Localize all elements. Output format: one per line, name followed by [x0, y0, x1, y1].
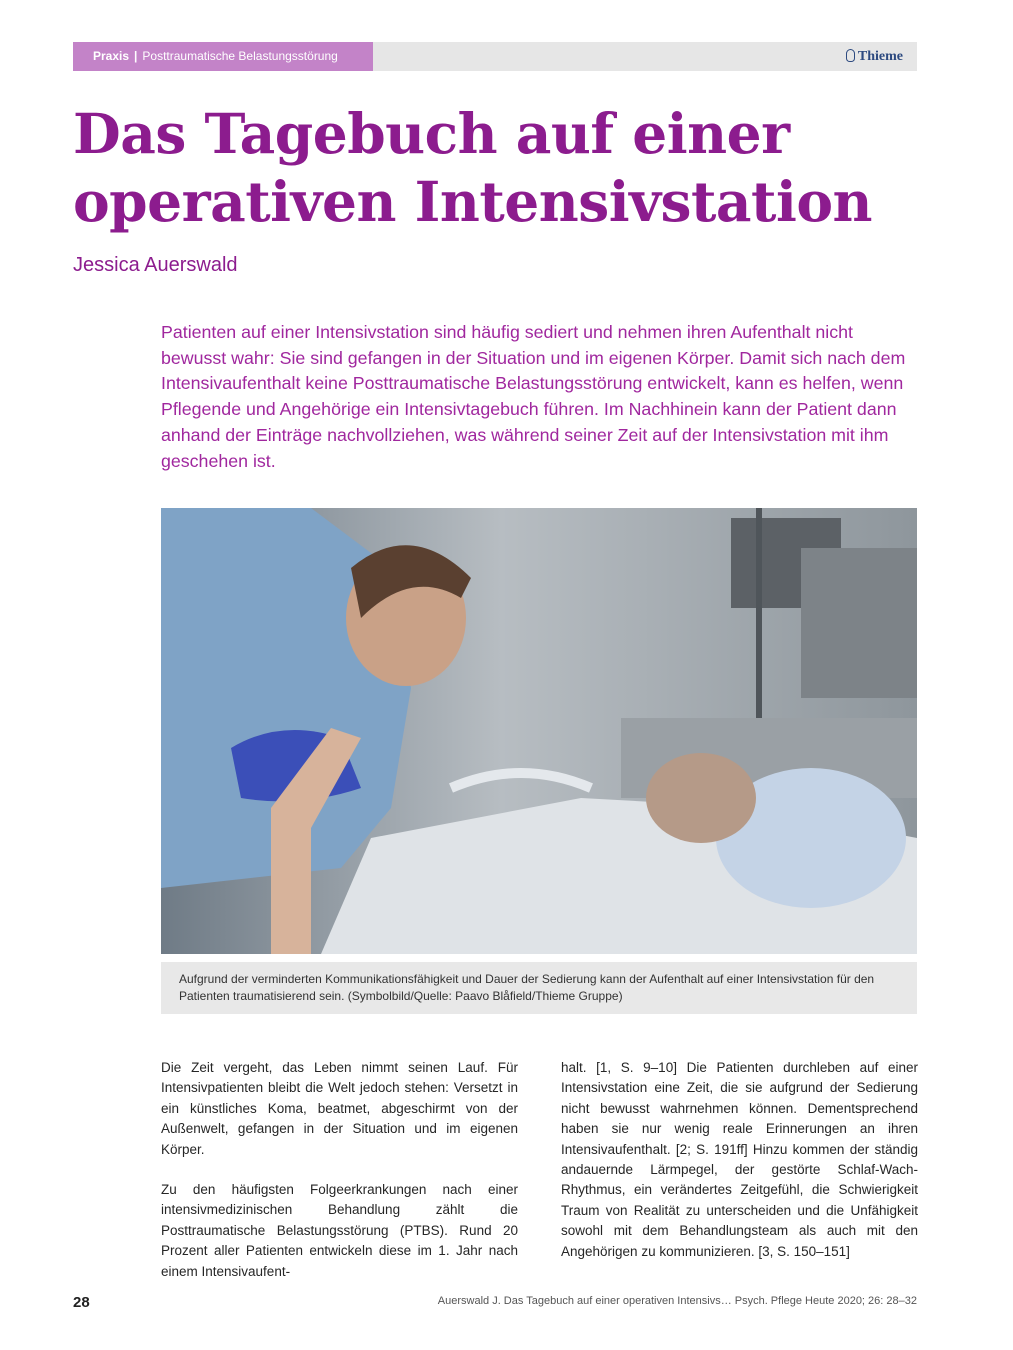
topic-label: Posttraumatische Belastungsstörung [142, 49, 338, 63]
page-number: 28 [73, 1294, 90, 1311]
article-photo [161, 508, 917, 954]
patient-head [646, 753, 756, 843]
footer-citation: Auerswald J. Das Tagebuch auf einer operativen Intensivs… Psych. Pflege Heute 2020; 26: 28–32 [437, 1295, 917, 1307]
photo-caption: Aufgrund der verminderten Kommunikationsfähigkeit und Dauer der Sedierung kann der Aufenthalt auf einer Intensivstation für den Patienten traumatisierend sein. (Symbolbild/Quelle: Paavo Blåfield/Thieme Gruppe) [161, 962, 917, 1014]
body-column-right [561, 1058, 918, 1262]
section-tag [73, 42, 373, 71]
publisher-logo [846, 42, 903, 71]
section-separator: | [134, 49, 138, 63]
article-title: Das Tagebuch auf einer operativen Intensivstation [73, 101, 873, 234]
thieme-logo-icon [846, 49, 855, 62]
section-label: Praxis [93, 49, 130, 63]
running-header [73, 42, 917, 71]
publisher-name: Thieme [857, 49, 903, 64]
body-paragraph: Die Zeit vergeht, das Leben nimmt seinen Lauf. Für Intensivpatienten bleibt die Welt jedoch stehen: Versetzt in ein künstliches Koma, beatmet, abgeschirmt von der Außenwelt, gefangen in der Situation und im eigenen Körper. [161, 1060, 518, 1157]
body-paragraph: Zu den häufigsten Folgeerkrankungen nach einer intensivmedizinischen Behandlung zählt die Posttraumatische Belastungsstörung (PTBS). Rund 20 Prozent aller Patienten entwickeln diese im 1. Jahr nach einem Intensivaufent- [161, 1182, 518, 1279]
body-paragraph: halt. [1, S. 9–10] Die Patienten durchleben auf einer Intensivstation eine Zeit, die sie aufgrund der Sedierung nicht bewusst wahrnehmen können. Dementsprechend haben sie nur wenig reale Erinnerungen an ihren Intensivaufenthalt. [2; S. 191ff] Hinzu kommen der ständig andauernde Lärmpegel, der gestörte Schlaf-Wach-Rhythmus, ein verändertes Zeitgefühl, die Schwierigkeit Traum von Realität zu unterscheiden und die Unfähigkeit sowohl mit dem Behandlungsteam als auch mit den Angehörigen zu kommunizieren. [3, S. 150–151] [561, 1060, 918, 1259]
equipment-rack [801, 548, 917, 698]
article-lead: Patienten auf einer Intensivstation sind häufig sediert und nehmen ihren Aufenthalt nicht bewusst wahr: Sie sind gefangen in der Situation und im eigenen Körper. Damit sich nach dem Intensivaufenthalt keine Posttraumatische Belastungsstörung entwickelt, kann es helfen, wenn Pflegende und Angehörige ein Intensivtagebuch führen. Im Nachhinein kann der Patient dann anhand der Einträge nachvollziehen, was während seiner Zeit auf der Intensivstation mit ihm geschehen ist. [161, 322, 906, 471]
body-column-left [161, 1058, 518, 1282]
article-author: Jessica Auerswald [73, 254, 238, 276]
